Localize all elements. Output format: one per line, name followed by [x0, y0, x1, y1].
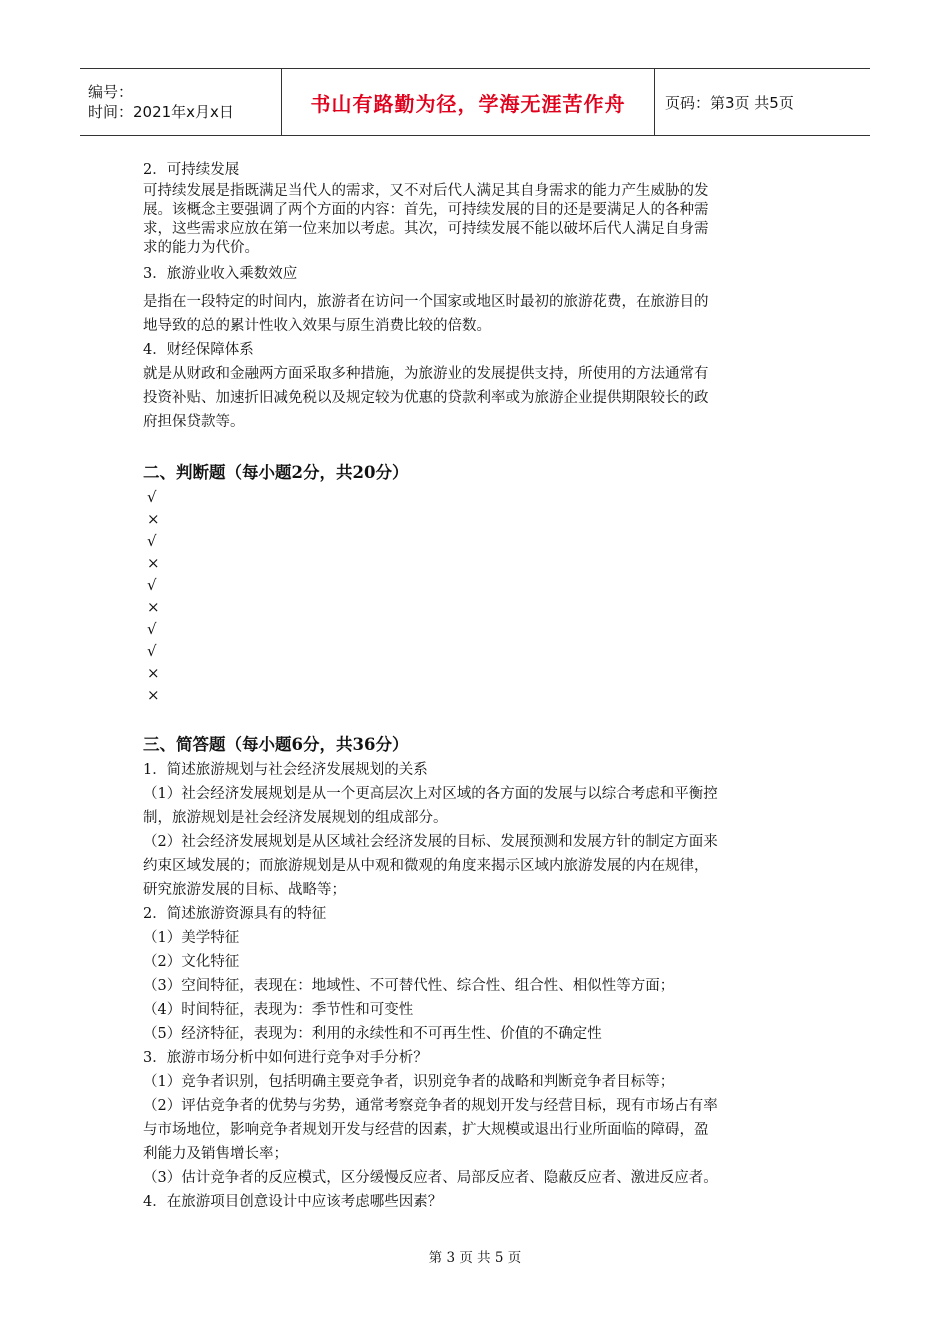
- header-motto-cell: [282, 69, 655, 135]
- judgment-mark: ×: [147, 510, 160, 528]
- paragraph-line: 3．旅游市场分析中如何进行竞争对手分析？: [143, 1050, 428, 1066]
- judgment-mark: √: [147, 488, 157, 506]
- paragraph-line: （2）文化特征: [143, 954, 240, 970]
- paragraph-line: （3）空间特征，表现在：地域性、不可替代性、综合性、组合性、相似性等方面；: [143, 978, 675, 994]
- judgment-mark: √: [147, 576, 157, 594]
- motto-text: 书山有路勤为径，学海无涯苦作舟: [310, 91, 626, 116]
- section-heading: 三、简答题（每小题6分，共36分）: [143, 735, 409, 754]
- paragraph-line: 投资补贴、加速折旧减免税以及规定较为优惠的贷款利率或为旅游企业提供期限较长的政: [143, 390, 709, 406]
- paragraph-line: 1．简述旅游规划与社会经济发展规划的关系: [143, 762, 428, 778]
- judgment-mark: √: [147, 642, 157, 660]
- judgment-mark: ×: [147, 554, 160, 572]
- paragraph-line: 展。该概念主要强调了两个方面的内容：首先，可持续发展的目的还是要满足人的各种需: [143, 202, 709, 218]
- paragraph-line: （2）社会经济发展规划是从区域社会经济发展的目标、发展预测和发展方针的制定方面来: [143, 834, 718, 850]
- paragraph-line: 求的能力为代价。: [143, 240, 259, 256]
- judgment-mark: ×: [147, 664, 160, 682]
- paragraph-line: 地导致的总的累计性收入效果与原生消费比较的倍数。: [143, 318, 491, 334]
- document-body: [143, 158, 808, 1214]
- paragraph-line: 利能力及销售增长率；: [143, 1146, 288, 1162]
- paragraph-line: 4．在旅游项目创意设计中应该考虑哪些因素？: [143, 1194, 443, 1210]
- paragraph-line: 约束区域发展的；而旅游规划是从中观和微观的角度来揭示区域内旅游发展的内在规律，: [143, 858, 709, 874]
- paragraph-line: 是指在一段特定的时间内，旅游者在访问一个国家或地区时最初的旅游花费，在旅游目的: [143, 294, 709, 310]
- judgment-mark: ×: [147, 686, 160, 704]
- judgment-mark: ×: [147, 598, 160, 616]
- number-label: 编号：: [88, 83, 134, 101]
- paragraph-line: （1）竞争者识别，包括明确主要竞争者，识别竞争者的战略和判断竞争者目标等；: [143, 1074, 675, 1090]
- judgment-mark: √: [147, 620, 157, 638]
- paragraph-line: 可持续发展是指既满足当代人的需求，又不对后代人满足其自身需求的能力产生威胁的发: [143, 183, 709, 199]
- page-footer: 第 3 页 共 5 页: [428, 1250, 522, 1266]
- paragraph-line: 求，这些需求应放在第一位来加以考虑。其次，可持续发展不能以破坏后代人满足自身需: [143, 221, 709, 237]
- paragraph-line: （1）社会经济发展规划是从一个更高层次上对区域的各方面的发展与以综合考虑和平衡控: [143, 786, 718, 802]
- paragraph-line: 与市场地位，影响竞争者规划开发与经营的因素，扩大规模或退出行业所面临的障碍，盈: [143, 1122, 709, 1138]
- paragraph-line: 制，旅游规划是社会经济发展规划的组成部分。: [143, 810, 448, 826]
- section-heading: 二、判断题（每小题2分，共20分）: [143, 463, 409, 482]
- item-title: 4．财经保障体系: [143, 342, 254, 358]
- page-info: 页码：第3页 共5页: [665, 93, 794, 112]
- header-page-info-cell: [655, 69, 870, 135]
- paragraph-line: 2．简述旅游资源具有的特征: [143, 906, 327, 922]
- paragraph-line: 研究旅游发展的目标、战略等；: [143, 882, 346, 898]
- paragraph-line: （1）美学特征: [143, 930, 240, 946]
- item-title: 3．旅游业收入乘数效应: [143, 266, 298, 282]
- paragraph-line: （3）估计竞争者的反应模式，区分缓慢反应者、局部反应者、隐蔽反应者、激进反应者。: [143, 1170, 718, 1186]
- item-title: 2．可持续发展: [143, 162, 240, 178]
- judgment-mark: √: [147, 532, 157, 550]
- paragraph-line: （5）经济特征，表现为：利用的永续性和不可再生性、价值的不确定性: [143, 1026, 602, 1042]
- header-meta: [80, 69, 282, 135]
- paragraph-line: （4）时间特征，表现为：季节性和可变性: [143, 1002, 414, 1018]
- paragraph-line: 就是从财政和金融两方面采取多种措施，为旅游业的发展提供支持，所使用的方法通常有: [143, 366, 709, 382]
- paragraph-line: 府担保贷款等。: [143, 414, 245, 430]
- time-label: 时间：2021年x月x日: [88, 103, 234, 121]
- paragraph-line: （2）评估竞争者的优势与劣势，通常考察竞争者的规划开发与经营目标，现有市场占有率: [143, 1098, 718, 1114]
- page-header: [80, 68, 870, 136]
